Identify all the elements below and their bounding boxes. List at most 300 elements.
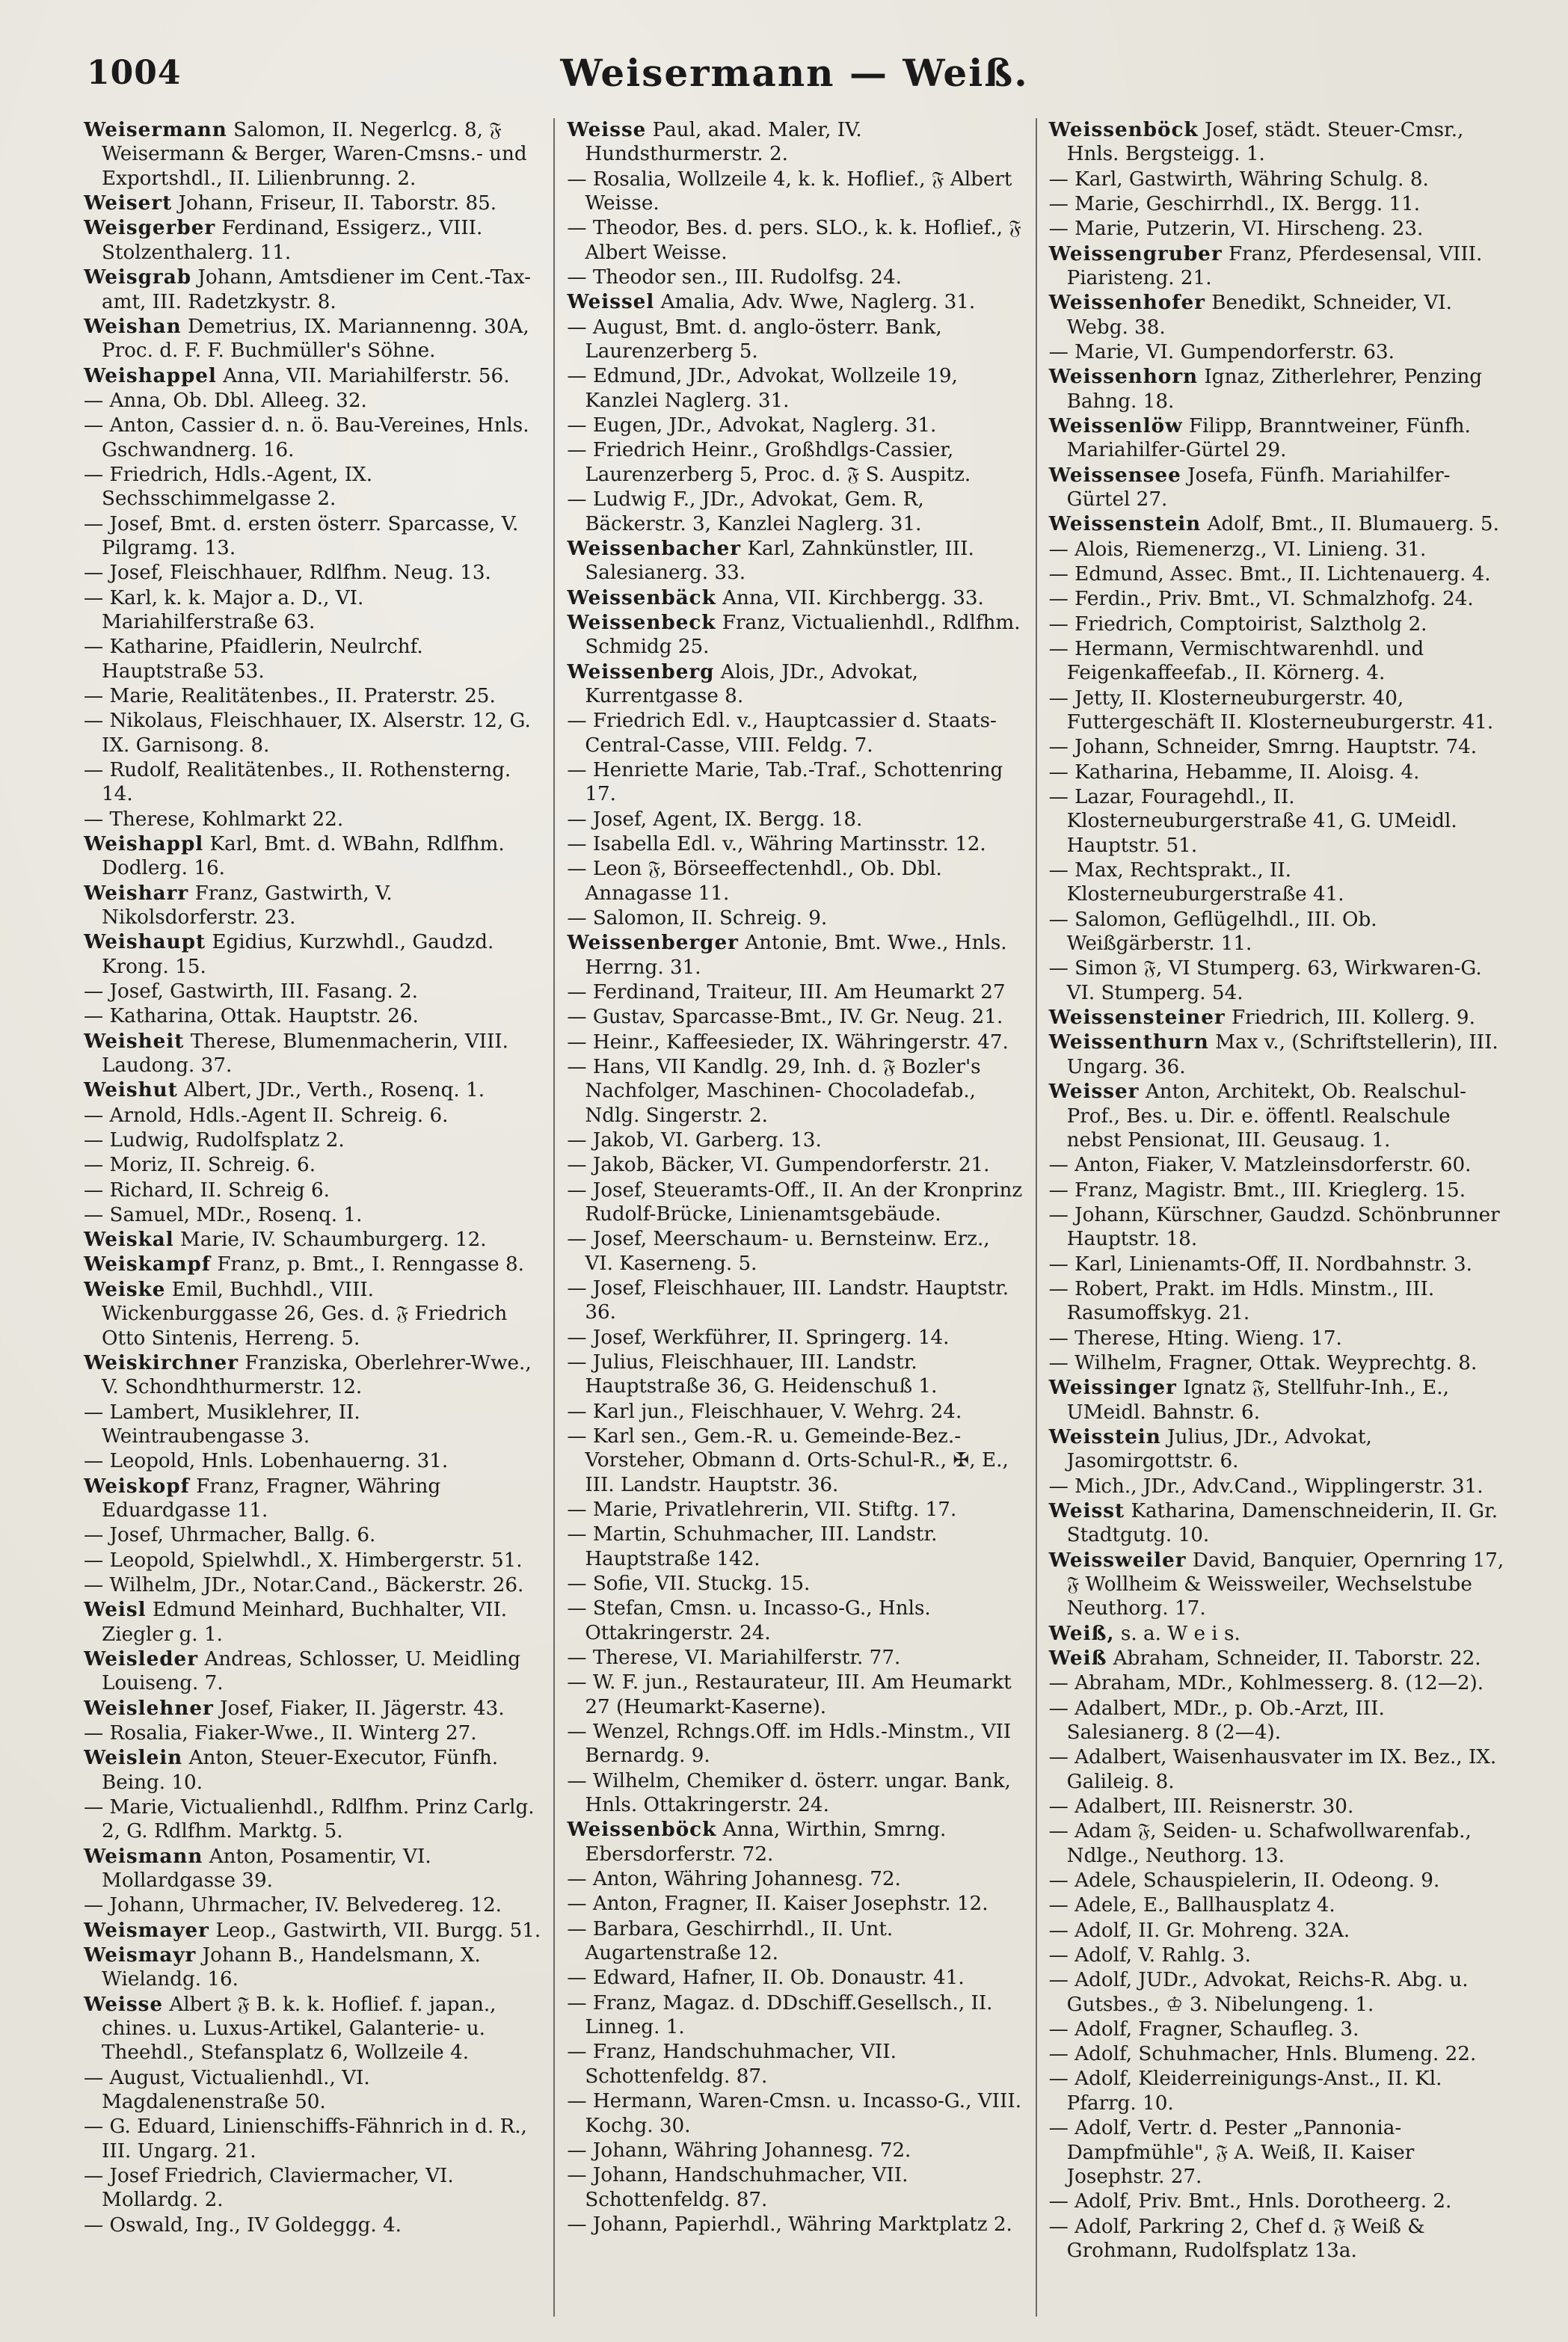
- entry-text: — Wilhelm, Fragner, Ottak. Weyprechtg. 8.: [1048, 1351, 1478, 1374]
- directory-entry: [1049, 2042, 1505, 2066]
- entry-text: Demetrius, IX. Mariannenng. 30A, Proc. d. F. F. Buchmüller's Söhne.: [102, 315, 529, 363]
- directory-entry: [1049, 118, 1505, 167]
- entry-text: — Martin, Schuhmacher, III. Landstr. Hauptstraße 142.: [567, 1523, 938, 1570]
- entry-text: — Leopold, Spielwhdl., X. Himbergerstr. 51.: [84, 1549, 523, 1572]
- entry-surname: Weisleder: [84, 1647, 199, 1671]
- directory-entry: [1049, 1745, 1505, 1794]
- entry-text: — Friedrich, Hdls.-Agent, IX. Sechsschimmelgasse 2.: [84, 463, 373, 511]
- directory-entry: [84, 2213, 541, 2237]
- directory-entry: [567, 1400, 1023, 1424]
- entry-text: — Katharina, Ottak. Hauptstr. 26.: [84, 1005, 419, 1028]
- entry-text: Johann B., Handelsmann, X. Wielandg. 16.: [102, 1943, 481, 1991]
- directory-entry: [1049, 686, 1505, 735]
- directory-entry: [1049, 1327, 1505, 1350]
- entry-surname: Weissenbäck: [567, 586, 716, 609]
- entry-surname: Weisser: [1048, 1080, 1140, 1104]
- directory-entry: [567, 758, 1023, 807]
- directory-entry: [1049, 167, 1505, 191]
- directory-entry: [567, 537, 1023, 586]
- directory-entry: [84, 1845, 541, 1893]
- entry-text: Friedrich, III. Kollerg. 9.: [1232, 1006, 1475, 1030]
- entry-text: — August, Victualienhdl., VI. Magdalenenstraße 50.: [84, 2066, 370, 2114]
- directory-entry: [1049, 1203, 1505, 1252]
- entry-text: — Josef, Agent, IX. Bergg. 18.: [567, 808, 863, 831]
- directory-entry: [567, 1030, 1023, 1054]
- directory-entry: [84, 463, 541, 511]
- directory-entry: [84, 635, 541, 683]
- directory-entry: [84, 216, 541, 265]
- entry-text: Franz, Victualienhdl., Rdlfhm. Schmidg 25.: [585, 611, 1021, 659]
- entry-text: — Richard, II. Schreig 6.: [84, 1178, 330, 1202]
- directory-entry: [567, 1055, 1023, 1128]
- directory-entry: [84, 1721, 541, 1745]
- directory-entry: [1049, 414, 1505, 463]
- entry-text: — Karl, k. k. Major a. D., VI. Mariahilferstraße 63.: [84, 586, 364, 633]
- directory-entry: [1049, 2067, 1505, 2115]
- directory-entry: [567, 1671, 1023, 1719]
- entry-text: — Wenzel, Rchngs.Off. im Hdls.-Minstm., VII Bernardg. 9.: [567, 1721, 1012, 1768]
- entry-text: — Ferdin., Priv. Bmt., VI. Schmalzhofg. 24.: [1048, 588, 1474, 611]
- directory-entry: [567, 488, 1023, 536]
- page-header: [72, 51, 1517, 99]
- directory-entry: [567, 611, 1023, 660]
- entry-text: — Friedrich Edl. v., Hauptcassier d. Staats-Central-Casse, VIII. Feldg. 7.: [567, 710, 997, 757]
- entry-surname: Weissengruber: [1048, 242, 1223, 265]
- entry-text: — Therese, VI. Mariahilferstr. 77.: [567, 1647, 901, 1670]
- entry-surname: Weismayr: [84, 1943, 197, 1967]
- entry-text: Johann, Amtsdiener im Cent.-Tax-amt, III. Radetzkystr. 8.: [102, 266, 531, 313]
- directory-entry: [567, 1350, 1023, 1399]
- entry-text: Max v., (Schriftstellerin), III. Ungarg. 36.: [1066, 1031, 1498, 1078]
- directory-entry: [567, 167, 1023, 216]
- entry-text: Leop., Gastwirth, VII. Burgg. 51.: [215, 1919, 541, 1942]
- directory-entry: [84, 265, 541, 314]
- directory-entry: [84, 118, 541, 191]
- directory-entry: [567, 1720, 1023, 1768]
- entry-text: Julius, JDr., Advokat, Jasomirgottstr. 6.: [1066, 1425, 1372, 1473]
- entry-surname: Weiskopf: [84, 1474, 190, 1498]
- entry-surname: Weissenbacher: [567, 536, 742, 560]
- entry-surname: Weissenberg: [567, 660, 715, 683]
- directory-entry: [84, 1104, 541, 1128]
- directory-entry: [567, 1966, 1023, 1990]
- entry-surname: Weisermann: [84, 118, 227, 141]
- entry-text: — Josef Friedrich, Claviermacher, VI. Mollardg. 2.: [84, 2165, 454, 2212]
- entry-text: Franz, p. Bmt., I. Renngasse 8.: [217, 1253, 524, 1276]
- entry-text: Abraham, Schneider, II. Taborstr. 22.: [1113, 1647, 1481, 1670]
- entry-text: — Ludwig, Rudolfsplatz 2.: [84, 1128, 345, 1152]
- entry-text: — August, Bmt. d. anglo-österr. Bank, Laurenzerberg 5.: [567, 316, 942, 363]
- entry-text: Franziska, Oberlehrer-Wwe., V. Schondhthurmerstr. 12.: [102, 1351, 532, 1399]
- directory-entry: [1049, 2189, 1505, 2213]
- directory-entry: [567, 1646, 1023, 1670]
- entry-surname: Weisl: [84, 1598, 147, 1622]
- directory-entry: [1049, 2017, 1505, 2041]
- entry-text: — Rudolf, Realitätenbes., II. Rothensterng. 14.: [84, 758, 511, 806]
- columns: [72, 118, 1517, 2317]
- directory-entry: [567, 1892, 1023, 1916]
- directory-entry: [84, 930, 541, 979]
- entry-text: — Johann, Papierhdl., Währing Marktplatz 2.: [567, 2213, 1012, 2236]
- directory-entry: [1049, 858, 1505, 907]
- directory-entry: [84, 1278, 541, 1350]
- directory-entry: [84, 1449, 541, 1473]
- directory-entry: [1049, 637, 1505, 686]
- directory-entry: [84, 882, 541, 930]
- directory-entry: [84, 1203, 541, 1227]
- directory-entry: [1049, 1795, 1505, 1819]
- directory-entry: [567, 414, 1023, 437]
- directory-entry: [1049, 1178, 1505, 1202]
- entry-text: — Edmund, JDr., Advokat, Wollzeile 19, Kanzlei Naglerg. 31.: [567, 365, 958, 412]
- entry-text: — Heinr., Kaffeesieder, IX. Währingerstr. 47.: [567, 1030, 1009, 1054]
- directory-entry: [567, 1227, 1023, 1276]
- directory-entry: [567, 931, 1023, 980]
- directory-entry: [1049, 242, 1505, 291]
- entry-text: — Jakob, VI. Garberg. 13.: [567, 1128, 822, 1152]
- entry-text: — Adam 𝔉, Seiden- u. Schafwollwarenfab., Ndlge., Neuthorg. 13.: [1048, 1820, 1472, 1867]
- directory-entry: [84, 1795, 541, 1844]
- directory-entry: [84, 1549, 541, 1573]
- entry-text: — Theodor sen., III. Rudolfsg. 24.: [567, 266, 902, 289]
- directory-entry: [567, 808, 1023, 832]
- entry-text: — Karl sen., Gem.-R. u. Gemeinde-Bez.-Vorsteher, Obmann d. Orts-Schul-R., ✠, E., III. Landstr. Hauptstr. 36.: [567, 1424, 1009, 1496]
- entry-text: — Franz, Handschuhmacher, VII. Schottenfeldg. 87.: [567, 2041, 897, 2088]
- directory-entry: [567, 364, 1023, 413]
- entry-text: — Salomon, II. Schreig. 9.: [567, 906, 828, 929]
- entry-text: — Anna, Ob. Dbl. Alleeg. 32.: [84, 389, 367, 412]
- entry-text: — Adolf, Priv. Bmt., Hnls. Dorotheerg. 2.: [1048, 2190, 1452, 2213]
- directory-entry: [1049, 1622, 1505, 1646]
- entry-text: — Karl jun., Fleischhauer, V. Wehrg. 24.: [567, 1400, 962, 1423]
- entry-text: — Abraham, MDr., Kohlmesserg. 8. (12—2).: [1048, 1672, 1484, 1695]
- directory-entry: [84, 2115, 541, 2163]
- entry-text: Johann, Friseur, II. Taborstr. 85.: [178, 192, 497, 215]
- directory-entry: [1049, 587, 1505, 611]
- entry-text: Filipp, Branntweiner, Fünfh. Mariahilfer-Gürtel 29.: [1066, 415, 1471, 462]
- entry-text: — Anton, Währing Johannesg. 72.: [567, 1868, 901, 1891]
- entry-surname: Weismayer: [84, 1918, 209, 1942]
- directory-entry: [1049, 538, 1505, 562]
- entry-surname: Weishut: [84, 1078, 178, 1102]
- entry-text: — Henriette Marie, Tab.-Traf., Schottenring 17.: [567, 758, 1003, 806]
- directory-entry: [1049, 1153, 1505, 1177]
- entry-text: Franz, Fragner, Währing Eduardgasse 11.: [102, 1475, 441, 1522]
- entry-surname: Weissenberger: [567, 931, 739, 955]
- directory-entry: [567, 438, 1023, 487]
- column-2: [553, 118, 1035, 2317]
- entry-text: Ignaz, Zitherlehrer, Penzing Bahng. 18.: [1066, 366, 1483, 413]
- directory-entry: [567, 1917, 1023, 1966]
- entry-text: — Adolf, V. Rahlg. 3.: [1048, 1943, 1251, 1967]
- directory-entry: [84, 1401, 541, 1449]
- directory-entry: [1049, 2116, 1505, 2189]
- entry-text: — Gustav, Sparcasse-Bmt., IV. Gr. Neug. 21.: [567, 1006, 1003, 1029]
- directory-entry: [84, 1919, 541, 1943]
- entry-text: — Hermann, Waren-Cmsn. u. Incasso-G., VIII. Kochg. 30.: [567, 2090, 1022, 2137]
- directory-entry: [84, 1475, 541, 1523]
- entry-text: — Adolf, JUDr., Advokat, Reichs-R. Abg. u. Gutsbes., ♔ 3. Nibelungeng. 1.: [1048, 1969, 1469, 2016]
- entry-surname: Weisst: [1048, 1499, 1125, 1522]
- entry-text: — Stefan, Cmsn. u. Incasso-G., Hnls. Ottakringerstr. 24.: [567, 1597, 931, 1644]
- directory-entry: [84, 1078, 541, 1102]
- directory-entry: [567, 1178, 1023, 1227]
- directory-entry: [1049, 1376, 1505, 1424]
- directory-entry: [84, 1573, 541, 1597]
- directory-entry: [1049, 1006, 1505, 1030]
- entry-text: Therese, Blumenmacherin, VIII. Laudong. 37.: [102, 1030, 508, 1078]
- entry-surname: Weishappel: [84, 363, 217, 387]
- entry-text: — Lazar, Fouragehdl., II. Klosterneuburgerstraße 41, G. UMeidl. Hauptstr. 51.: [1048, 785, 1457, 857]
- entry-text: — Marie, Realitätenbes., II. Praterstr. 25.: [84, 684, 496, 707]
- directory-entry: [84, 1993, 541, 2065]
- entry-text: — Samuel, MDr., Rosenq. 1.: [84, 1203, 363, 1226]
- entry-text: — Marie, Victualienhdl., Rdlfhm. Prinz Carlg. 2, G. Rdlfhm. Marktg. 5.: [84, 1795, 535, 1843]
- directory-entry: [84, 980, 541, 1004]
- entry-text: Edmund Meinhard, Buchhalter, VII. Ziegler g. 1.: [102, 1599, 508, 1646]
- entry-text: — Josef, Werkführer, II. Springerg. 14.: [567, 1326, 950, 1349]
- directory-entry: [84, 684, 541, 708]
- directory-entry: [567, 2040, 1023, 2089]
- directory-entry: [567, 118, 1023, 167]
- entry-text: — Katharine, Pfaidlerin, Neulrchf. Hauptstraße 53.: [84, 636, 423, 683]
- entry-text: Karl, Zahnkünstler, III. Salesianerg. 33.: [585, 537, 974, 585]
- entry-text: — Robert, Prakt. im Hdls. Minstm., III. Rasumoffskyg. 21.: [1048, 1277, 1435, 1325]
- entry-text: Karl, Bmt. d. WBahn, Rdlfhm. Dodlerg. 16.: [102, 832, 505, 880]
- entry-text: Albert, JDr., Verth., Rosenq. 1.: [184, 1079, 485, 1102]
- entry-text: — Wilhelm, Chemiker d. österr. ungar. Bank, Hnls. Ottakringerstr. 24.: [567, 1769, 1011, 1817]
- entry-text: — Friedrich Heinr., Großhdlgs-Cassier, Laurenzerberg 5, Proc. d. 𝔉 S. Auspitz.: [567, 439, 971, 486]
- entry-text: Franz, Gastwirth, V. Nikolsdorferstr. 23.: [102, 882, 393, 929]
- entry-surname: Weissinger: [1048, 1376, 1177, 1400]
- entry-text: — W. F. jun., Restaurateur, III. Am Heumarkt 27 (Heumarkt-Kaserne).: [567, 1671, 1012, 1718]
- entry-text: — Franz, Magaz. d. DDschiff.Gesellsch., II. Linneg. 1.: [567, 1991, 993, 2039]
- directory-entry: [1049, 612, 1505, 636]
- entry-text: — G. Eduard, Linienschiffs-Fähnrich in d. R., III. Ungarg. 21.: [84, 2115, 527, 2163]
- entry-text: — Adalbert, MDr., p. Ob.-Arzt, III. Salesianerg. 8 (2—4).: [1048, 1697, 1385, 1744]
- entry-text: — Ferdinand, Traiteur, III. Am Heumarkt 27: [567, 980, 1006, 1004]
- directory-entry: [84, 1030, 541, 1078]
- entry-text: — Johann, Währing Johannesg. 72.: [567, 2139, 911, 2162]
- entry-surname: Weislein: [84, 1746, 183, 1770]
- directory-entry: [567, 709, 1023, 757]
- entry-text: Josefa, Fünfh. Mariahilfer-Gürtel 27.: [1066, 464, 1451, 511]
- entry-surname: Weissenhorn: [1048, 365, 1199, 389]
- directory-entry: [84, 1598, 541, 1647]
- directory-entry: [567, 1769, 1023, 1818]
- entry-text: — Barbara, Geschirrhdl., II. Unt. Augartenstraße 12.: [567, 1917, 894, 1965]
- directory-entry: [84, 1893, 541, 1917]
- entry-text: — Eugen, JDr., Advokat, Naglerg. 31.: [567, 414, 937, 437]
- entry-text: — Adolf, Fragner, Schaufleg. 3.: [1048, 2017, 1359, 2041]
- directory-entry: [1049, 1277, 1505, 1326]
- directory-entry: [567, 216, 1023, 265]
- entry-text: — Josef, Meerschaum- u. Bernsteinw. Erz., VI. Kaserneng. 5.: [567, 1228, 990, 1275]
- entry-surname: Weiskal: [84, 1228, 174, 1252]
- entry-text: Salomon, II. Negerlcg. 8, 𝔉 Weisermann & Berger, Waren-Cmsns.- und Exportshdl., II. Lilienbrunng. 2.: [102, 119, 527, 190]
- directory-entry: [1049, 217, 1505, 241]
- directory-entry: [567, 1128, 1023, 1152]
- directory-entry: [567, 1522, 1023, 1571]
- entry-text: — Isabella Edl. v., Währing Martinsstr. 12.: [567, 832, 986, 855]
- directory-entry: [1049, 512, 1505, 536]
- entry-text: — Adolf, Kleiderreinigungs-Anst., II. Kl. Pfarrg. 10.: [1048, 2068, 1442, 2115]
- directory-entry: [84, 1351, 541, 1400]
- entry-surname: Weiß,: [1048, 1621, 1115, 1645]
- directory-entry: [84, 191, 541, 215]
- directory-entry: [84, 364, 541, 388]
- entry-text: — Josef, Uhrmacher, Ballg. 6.: [84, 1524, 376, 1547]
- entry-text: — Johann, Uhrmacher, IV. Belvedereg. 12.: [84, 1894, 502, 1917]
- entry-surname: Weishappl: [84, 832, 204, 855]
- entry-text: Ignatz 𝔉, Stellfuhr-Inh., E., UMeidl. Bahnstr. 6.: [1066, 1377, 1449, 1424]
- entry-text: — Johann, Handschuhmacher, VII. Schottenfeldg. 87.: [567, 2164, 908, 2211]
- entry-surname: Weisgrab: [84, 265, 192, 289]
- directory-entry: [567, 586, 1023, 610]
- entry-surname: Weisse: [84, 1992, 164, 2016]
- entry-text: Emil, Buchhdl., VIII. Wickenburggasse 26, Ges. d. 𝔉 Friedrich Otto Sintenis, Herreng. 5.: [102, 1278, 508, 1350]
- directory-entry: [567, 660, 1023, 709]
- entry-surname: Weisgerber: [84, 216, 216, 240]
- directory-entry: [567, 1596, 1023, 1645]
- directory-entry: [84, 1178, 541, 1202]
- entry-text: — Moriz, II. Schreig. 6.: [84, 1154, 316, 1177]
- entry-text: — Hermann, Vermischtwarenhdl. und Feigenkaffeefab., II. Körnerg. 4.: [1048, 637, 1424, 685]
- entry-text: — Leopold, Hnls. Lobenhauerng. 31.: [84, 1450, 449, 1473]
- directory-entry: [567, 832, 1023, 856]
- entry-text: Josef, Fiaker, II. Jägerstr. 43.: [220, 1697, 505, 1720]
- entry-text: — Simon 𝔉, VI Stumperg. 63, Wirkwaren-G. VI. Stumperg. 54.: [1048, 957, 1482, 1004]
- directory-entry: [567, 857, 1023, 906]
- entry-surname: Weissel: [567, 290, 655, 314]
- directory-entry: [1049, 1549, 1505, 1621]
- entry-text: — Marie, Putzerin, VI. Hirscheng. 23.: [1048, 218, 1424, 241]
- column-3: [1036, 118, 1517, 2317]
- entry-text: — Julius, Fleischhauer, III. Landstr. Hauptstraße 36, G. Heidenschuß 1.: [567, 1350, 938, 1398]
- entry-text: — Nikolaus, Fleischhauer, IX. Alserstr. 12, G. IX. Garnisong. 8.: [84, 710, 531, 757]
- entry-text: — Salomon, Geflügelhdl., III. Ob. Weißgärberstr. 11.: [1048, 908, 1377, 956]
- directory-entry: [1049, 1968, 1505, 2017]
- entry-text: Andreas, Schlosser, U. Meidling Louiseng. 7.: [102, 1647, 521, 1695]
- entry-text: Paul, akad. Maler, IV. Hundsthurmerstr. 2.: [585, 119, 862, 166]
- directory-entry: [84, 808, 541, 832]
- directory-entry: [1049, 1425, 1505, 1474]
- directory-entry: [1049, 908, 1505, 956]
- directory-entry: [84, 1228, 541, 1252]
- entry-text: — Wilhelm, JDr., Notar.Cand., Bäckerstr. 26.: [84, 1573, 524, 1596]
- entry-text: — Katharina, Hebamme, II. Aloisg. 4.: [1048, 760, 1420, 784]
- directory-entry: [1049, 464, 1505, 512]
- entry-text: Katharina, Damenschneiderin, II. Gr. Stadtgutg. 10.: [1066, 1499, 1498, 1547]
- directory-entry: [567, 2163, 1023, 2212]
- entry-text: Anton, Posamentir, VI. Mollardgasse 39.: [102, 1845, 431, 1892]
- directory-entry: [1049, 1819, 1505, 1868]
- directory-entry: [84, 1128, 541, 1152]
- directory-entry: [567, 1276, 1023, 1325]
- entry-surname: Weiske: [84, 1277, 166, 1301]
- directory-entry: [84, 389, 541, 413]
- directory-entry: [567, 265, 1023, 289]
- entry-text: — Rosalia, Wollzeile 4, k. k. Hoflief., 𝔉 Albert Weisse.: [567, 167, 1012, 215]
- entry-text: Anna, VII. Mariahilferstr. 56.: [223, 364, 510, 387]
- entry-surname: Weissweiler: [1048, 1548, 1187, 1572]
- entry-text: David, Banquier, Opernring 17, 𝔉 Wollheim & Weissweiler, Wechselstube Neuthorg. 17.: [1066, 1549, 1504, 1620]
- directory-entry: [567, 980, 1023, 1004]
- entry-text: Egidius, Kurzwhdl., Gaudzd. Krong. 15.: [102, 931, 494, 978]
- directory-entry: [84, 2066, 541, 2115]
- directory-entry: [567, 316, 1023, 364]
- entry-text: Antonie, Bmt. Wwe., Hnls. Herrng. 31.: [585, 932, 1007, 979]
- entry-surname: Weismann: [84, 1844, 203, 1868]
- entry-text: — Marie, Geschirrhdl., IX. Bergg. 11.: [1048, 193, 1421, 215]
- directory-entry: [1049, 1030, 1505, 1079]
- entry-text: — Franz, Magistr. Bmt., III. Krieglerg. 15.: [1048, 1178, 1466, 1202]
- entry-text: Anton, Steuer-Executor, Fünfh. Being. 10.: [102, 1747, 499, 1794]
- entry-surname: Weislehner: [84, 1696, 214, 1720]
- directory-entry: [1049, 1253, 1505, 1276]
- directory-entry: [1049, 1475, 1505, 1499]
- entry-text: — Josef, Gastwirth, III. Fasang. 2.: [84, 980, 418, 1004]
- entry-text: Alois, JDr., Advokat, Kurrentgasse 8.: [585, 660, 918, 707]
- entry-text: — Therese, Hting. Wieng. 17.: [1048, 1327, 1342, 1350]
- directory-entry: [84, 1647, 541, 1696]
- directory-entry: [84, 414, 541, 462]
- directory-entry: [567, 2089, 1023, 2138]
- entry-surname: Weisstein: [1048, 1424, 1161, 1448]
- directory-entry: [84, 709, 541, 757]
- entry-text: — Anton, Fiaker, V. Matzleinsdorferstr. 60.: [1048, 1154, 1472, 1177]
- entry-text: — Leon 𝔉, Börseeffectenhdl., Ob. Dbl. Annagasse 11.: [567, 858, 942, 905]
- entry-text: Franz, Pferdesensal, VIII. Piaristeng. 21.: [1066, 242, 1483, 289]
- entry-text: — Adolf, Parkring 2, Chef d. 𝔉 Weiß & Grohmann, Rudolfsplatz 13a.: [1048, 2215, 1425, 2262]
- entry-surname: Weissenlöw: [1048, 414, 1183, 437]
- entry-surname: Weishan: [84, 314, 182, 338]
- directory-entry: [1049, 785, 1505, 858]
- directory-entry: [567, 1005, 1023, 1029]
- entry-text: Benedikt, Schneider, VI. Webg. 38.: [1066, 292, 1452, 339]
- entry-text: — Josef, Bmt. d. ersten österr. Sparcasse, V. Pilgramg. 13.: [84, 512, 519, 559]
- entry-surname: Weissensteiner: [1048, 1006, 1226, 1030]
- entry-text: — Rosalia, Fiaker-Wwe., II. Winterg 27.: [84, 1721, 477, 1745]
- entry-surname: Weiskampf: [84, 1253, 212, 1276]
- entry-surname: Weiskirchner: [84, 1350, 239, 1374]
- directory-entry: [1049, 1919, 1505, 1943]
- directory-entry: [1049, 760, 1505, 784]
- directory-entry: [567, 1424, 1023, 1497]
- directory-entry: [84, 758, 541, 807]
- entry-text: — Theodor, Bes. d. pers. SLO., k. k. Hoflief., 𝔉 Albert Weisse.: [567, 217, 1021, 264]
- directory-entry: [567, 1867, 1023, 1891]
- directory-entry: [1049, 2215, 1505, 2263]
- directory-entry: [84, 1746, 541, 1795]
- entry-text: — Arnold, Hdls.-Agent II. Schreig. 6.: [84, 1104, 449, 1127]
- entry-text: — Ludwig F., JDr., Advokat, Gem. R, Bäckerstr. 3, Kanzlei Naglerg. 31.: [567, 488, 924, 535]
- entry-text: — Anton, Cassier d. n. ö. Bau-Vereines, Hnls. Gschwandnerg. 16.: [84, 414, 529, 461]
- directory-entry: [84, 2164, 541, 2213]
- entry-text: — Josef, Fleischhauer, Rdlfhm. Neug. 13.: [84, 562, 491, 585]
- directory-entry: [1049, 956, 1505, 1005]
- directory-entry: [1049, 365, 1505, 414]
- entry-surname: Weissensee: [1048, 463, 1181, 487]
- directory-entry: [567, 906, 1023, 930]
- entry-text: — Josef, Steueramts-Off., II. An der Kronprinz Rudolf-Brücke, Linienamtsgebäude.: [567, 1178, 1023, 1226]
- directory-entry: [1049, 192, 1505, 216]
- directory-entry: [567, 2139, 1023, 2163]
- entry-text: — Friedrich, Comptoirist, Salztholg 2.: [1048, 612, 1427, 636]
- entry-surname: Weisse: [567, 118, 647, 141]
- entry-text: — Adolf, Vertr. d. Pester „Pannonia-Dampfmühle", 𝔉 A. Weiß, II. Kaiser Josephstr. 27.: [1048, 2117, 1415, 2188]
- entry-text: Albert 𝔉 B. k. k. Hoflief. f. japan., chines. u. Luxus-Artikel, Galanterie- u. Theehdl., Stefansplatz 6, Wollzeile 4.: [102, 1993, 496, 2065]
